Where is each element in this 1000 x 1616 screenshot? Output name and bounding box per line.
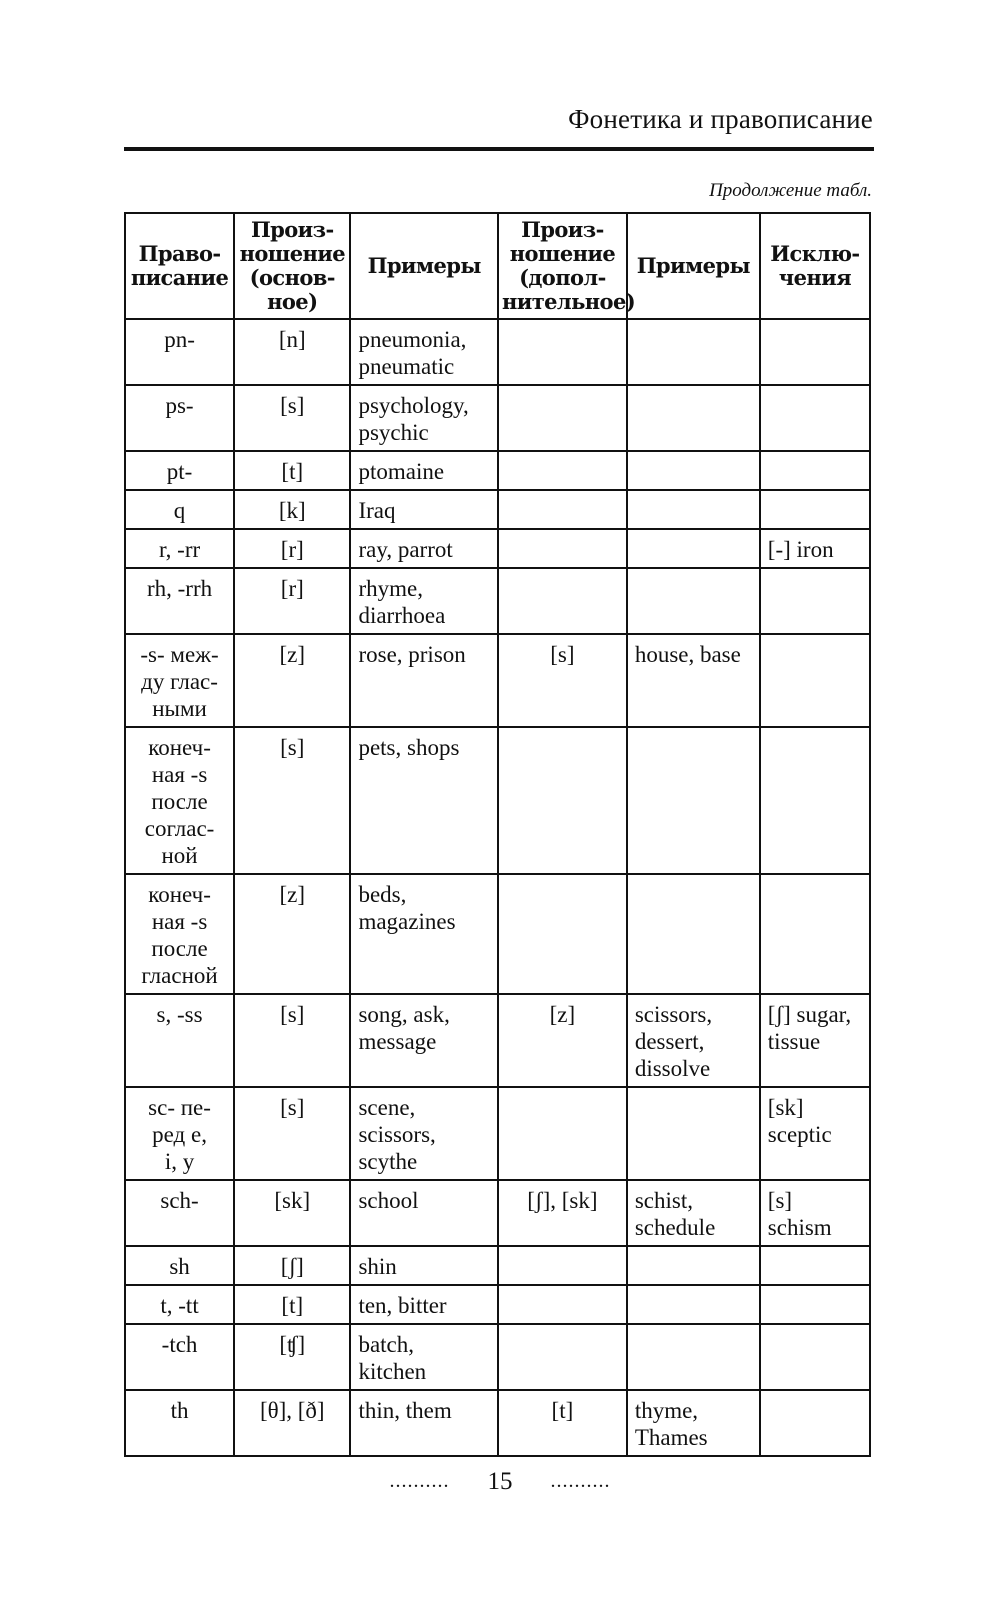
cell-examples-additional <box>627 1324 760 1390</box>
cell-examples-additional <box>627 451 760 490</box>
cell-pronunciation-additional <box>498 451 627 490</box>
cell-examples-additional <box>627 1285 760 1324</box>
cell-examples-additional <box>627 727 760 874</box>
cell-exceptions <box>760 490 870 529</box>
cell-pronunciation-main: [z] <box>234 874 350 994</box>
phonetics-table <box>124 212 871 1457</box>
table-row <box>125 385 870 451</box>
running-head-title: Фонетика и правописание <box>568 104 873 134</box>
cell-exceptions <box>760 874 870 994</box>
header-pronunciation-main: Произ- ношение (основ- ное) <box>234 213 350 319</box>
cell-pronunciation-main: [sk] <box>234 1180 350 1246</box>
cell-examples-additional <box>627 1087 760 1180</box>
cell-examples: rhyme, diarrhoea <box>350 568 498 634</box>
table-row <box>125 1180 870 1246</box>
footer-dots-right: .......... <box>550 1470 611 1492</box>
header-spelling: Право- писание <box>125 213 234 319</box>
cell-pronunciation-additional <box>498 1087 627 1180</box>
cell-exceptions <box>760 727 870 874</box>
header-examples-additional: Примеры <box>627 213 760 319</box>
cell-spelling: sch- <box>125 1180 234 1246</box>
cell-pronunciation-main: [s] <box>234 994 350 1087</box>
cell-examples: ptomaine <box>350 451 498 490</box>
cell-pronunciation-main: [r] <box>234 568 350 634</box>
table-row <box>125 1087 870 1180</box>
cell-pronunciation-main: [k] <box>234 490 350 529</box>
cell-exceptions: [-] iron <box>760 529 870 568</box>
table-row <box>125 319 870 385</box>
cell-exceptions <box>760 451 870 490</box>
cell-spelling: r, -rr <box>125 529 234 568</box>
cell-exceptions <box>760 1390 870 1456</box>
cell-pronunciation-main: [s] <box>234 727 350 874</box>
cell-pronunciation-main: [ʧ] <box>234 1324 350 1390</box>
table-row <box>125 874 870 994</box>
cell-examples-additional <box>627 529 760 568</box>
cell-spelling: конеч- ная -s после соглас- ной <box>125 727 234 874</box>
cell-spelling: pt- <box>125 451 234 490</box>
cell-exceptions <box>760 319 870 385</box>
cell-examples-additional: scissors, dessert, dissolve <box>627 994 760 1087</box>
cell-spelling: pn- <box>125 319 234 385</box>
cell-spelling: rh, -rrh <box>125 568 234 634</box>
table-row <box>125 568 870 634</box>
cell-pronunciation-main: [t] <box>234 1285 350 1324</box>
cell-pronunciation-main: [z] <box>234 634 350 727</box>
cell-pronunciation-additional <box>498 319 627 385</box>
cell-examples: scene, scissors, scythe <box>350 1087 498 1180</box>
cell-pronunciation-main: [n] <box>234 319 350 385</box>
table-row <box>125 451 870 490</box>
cell-exceptions <box>760 1246 870 1285</box>
cell-examples: batch, kitchen <box>350 1324 498 1390</box>
cell-examples-additional <box>627 1246 760 1285</box>
cell-pronunciation-main: [θ], [ð] <box>234 1390 350 1456</box>
header-examples: Примеры <box>350 213 498 319</box>
cell-examples: psychology, psychic <box>350 385 498 451</box>
table-body <box>125 319 870 1456</box>
cell-spelling: -tch <box>125 1324 234 1390</box>
table-row <box>125 490 870 529</box>
cell-pronunciation-additional: [ʃ], [sk] <box>498 1180 627 1246</box>
cell-examples: beds, magazines <box>350 874 498 994</box>
cell-spelling: th <box>125 1390 234 1456</box>
cell-pronunciation-additional <box>498 1324 627 1390</box>
cell-exceptions <box>760 385 870 451</box>
cell-spelling: sh <box>125 1246 234 1285</box>
cell-pronunciation-additional: [s] <box>498 634 627 727</box>
table-row <box>125 1246 870 1285</box>
cell-spelling: q <box>125 490 234 529</box>
cell-pronunciation-main: [s] <box>234 385 350 451</box>
header-exceptions: Исклю- чения <box>760 213 870 319</box>
cell-pronunciation-additional <box>498 568 627 634</box>
cell-pronunciation-main: [s] <box>234 1087 350 1180</box>
table-row <box>125 1285 870 1324</box>
cell-examples-additional: house, base <box>627 634 760 727</box>
cell-spelling: ps- <box>125 385 234 451</box>
cell-examples: ray, parrot <box>350 529 498 568</box>
cell-pronunciation-main: [r] <box>234 529 350 568</box>
cell-pronunciation-additional: [t] <box>498 1390 627 1456</box>
table-row <box>125 529 870 568</box>
cell-examples: Iraq <box>350 490 498 529</box>
cell-pronunciation-additional <box>498 1285 627 1324</box>
table-row <box>125 727 870 874</box>
cell-exceptions: [sk] sceptic <box>760 1087 870 1180</box>
cell-spelling: sc- пе- ред e, i, y <box>125 1087 234 1180</box>
cell-spelling: t, -tt <box>125 1285 234 1324</box>
table-row <box>125 1390 870 1456</box>
table-header-row <box>125 213 870 319</box>
cell-examples-additional: thyme, Thames <box>627 1390 760 1456</box>
cell-examples: rose, prison <box>350 634 498 727</box>
cell-spelling: -s- меж- ду глас- ными <box>125 634 234 727</box>
cell-pronunciation-main: [ʃ] <box>234 1246 350 1285</box>
cell-pronunciation-additional <box>498 1246 627 1285</box>
cell-exceptions <box>760 1324 870 1390</box>
page-number: 15 <box>487 1468 513 1495</box>
table-continuation-note: Продолжение табл. <box>709 180 872 201</box>
page-footer <box>0 1468 1000 1496</box>
header-pronunciation-additional: Произ- ношение (допол- нительное) <box>498 213 627 319</box>
cell-pronunciation-additional <box>498 874 627 994</box>
cell-exceptions: [s] schism <box>760 1180 870 1246</box>
cell-examples-additional <box>627 490 760 529</box>
cell-examples: pets, shops <box>350 727 498 874</box>
cell-examples: school <box>350 1180 498 1246</box>
cell-examples: shin <box>350 1246 498 1285</box>
cell-pronunciation-additional <box>498 385 627 451</box>
cell-pronunciation-additional <box>498 727 627 874</box>
cell-examples-additional <box>627 385 760 451</box>
cell-exceptions <box>760 1285 870 1324</box>
cell-exceptions <box>760 568 870 634</box>
cell-spelling: s, -ss <box>125 994 234 1087</box>
cell-examples-additional <box>627 568 760 634</box>
cell-examples-additional: schist, schedule <box>627 1180 760 1246</box>
footer-dots-left: .......... <box>389 1470 450 1492</box>
cell-examples: pneumonia, pneumatic <box>350 319 498 385</box>
table-row <box>125 1324 870 1390</box>
cell-pronunciation-main: [t] <box>234 451 350 490</box>
cell-pronunciation-additional: [z] <box>498 994 627 1087</box>
table-row <box>125 994 870 1087</box>
cell-pronunciation-additional <box>498 490 627 529</box>
cell-examples: thin, them <box>350 1390 498 1456</box>
table-row <box>125 634 870 727</box>
cell-examples-additional <box>627 874 760 994</box>
cell-examples: song, ask, message <box>350 994 498 1087</box>
cell-examples: ten, bitter <box>350 1285 498 1324</box>
cell-examples-additional <box>627 319 760 385</box>
cell-spelling: конеч- ная -s после гласной <box>125 874 234 994</box>
cell-exceptions: [ʃ] sugar, tissue <box>760 994 870 1087</box>
cell-exceptions <box>760 634 870 727</box>
header-rule <box>124 147 874 151</box>
cell-pronunciation-additional <box>498 529 627 568</box>
